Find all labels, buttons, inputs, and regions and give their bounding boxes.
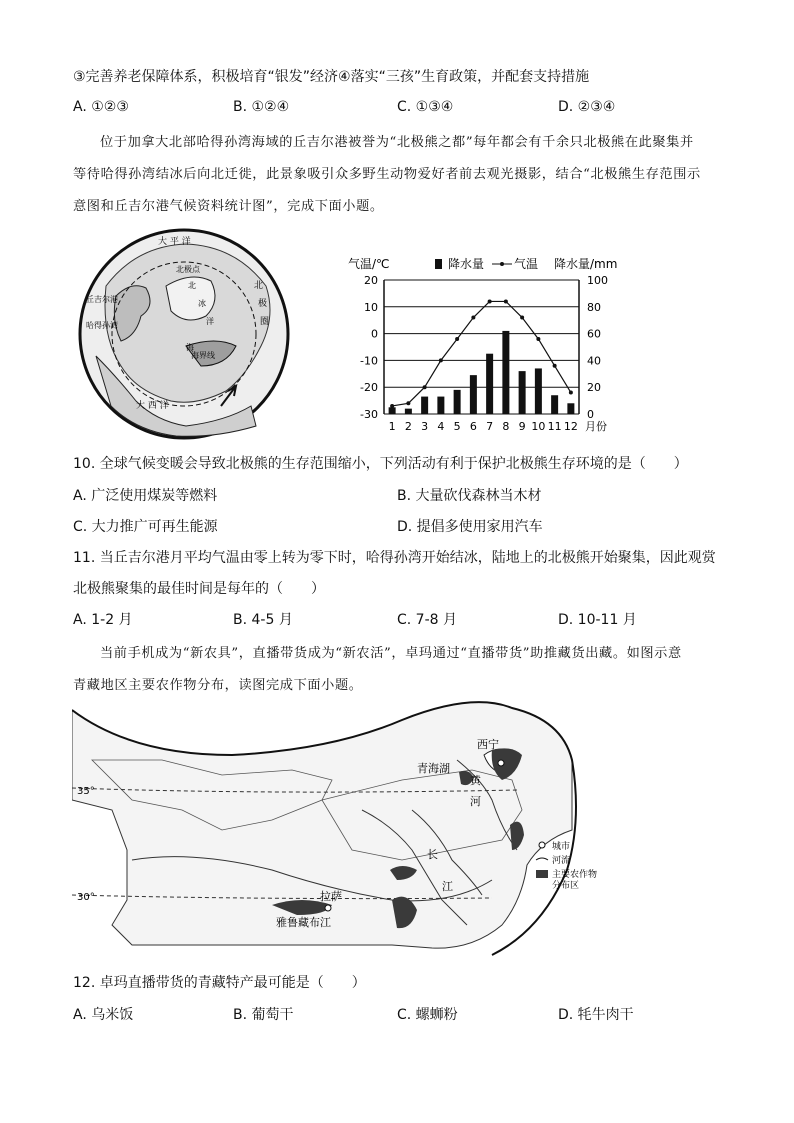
- legend-crop-label1: 主要农作物: [552, 870, 598, 880]
- precip-bar: [486, 354, 493, 414]
- q9-option-b[interactable]: B. ①②④: [233, 99, 290, 115]
- temp-point: [569, 391, 573, 395]
- month-label: 3: [421, 420, 429, 433]
- legend-city-icon: [539, 842, 545, 848]
- left-tick-label: 0: [371, 327, 378, 341]
- q12-option-a[interactable]: A. 乌米饭: [73, 1007, 134, 1023]
- passage2-line1: 当前手机成为“新农具”，直播带货成为“新农活”，卓玛通过“直播带货”助推藏货出藏。如图示意: [100, 646, 682, 661]
- left-tick-label: -20: [360, 381, 378, 395]
- month-label: 1: [388, 420, 396, 433]
- passage1-line3: 意图和丘吉尔港气候资料统计图”，完成下面小题。: [73, 199, 384, 214]
- month-label: 4: [437, 420, 445, 433]
- q9-statement-tail: ③完善养老保障体系，积极培育“银发”经济④落实“三孩”生育政策，并配套支持措施: [73, 69, 590, 85]
- month-label: 9: [518, 420, 526, 433]
- churchill-climate-chart: [344, 252, 634, 442]
- lat30-label: 30°: [77, 892, 95, 903]
- label-north: 北: [254, 281, 264, 291]
- xining-city-icon: [498, 760, 504, 766]
- temp-point: [455, 337, 459, 341]
- legend-river-label: 河流: [552, 856, 571, 866]
- month-label: 8: [502, 420, 510, 433]
- temp-point: [406, 401, 410, 405]
- month-label: 11: [547, 420, 562, 433]
- q10-option-b[interactable]: B. 大量砍伐森林当木材: [397, 488, 542, 504]
- xining-label: 西宁: [477, 738, 499, 751]
- temp-point: [536, 337, 540, 341]
- polar-bear-range-map: [76, 226, 292, 442]
- q12-option-c[interactable]: C. 螺蛳粉: [397, 1007, 458, 1023]
- label-arctic-yang: 洋: [206, 317, 214, 326]
- right-tick-label: 80: [587, 300, 601, 314]
- label-hudson: 哈得孙湾: [86, 321, 118, 330]
- x-axis-title: 月份: [585, 420, 607, 433]
- temp-point: [520, 316, 524, 320]
- legend-city-label: 城市: [552, 842, 571, 852]
- q12-option-d[interactable]: D. 牦牛肉干: [558, 1007, 634, 1023]
- month-label: 5: [453, 420, 461, 433]
- legend-temp-label: 气温: [514, 257, 539, 271]
- q12-option-b[interactable]: B. 葡萄干: [233, 1007, 294, 1023]
- q11-stem-line2: 北极熊聚集的最佳时间是每年的（ ）: [73, 581, 325, 597]
- legend-crop-swatch: [536, 870, 548, 878]
- precip-bar: [421, 397, 428, 414]
- right-tick-label: 0: [587, 408, 594, 421]
- chart-left-axis-title: 气温/℃: [348, 257, 390, 271]
- q11-option-d[interactable]: D. 10-11 月: [558, 612, 637, 628]
- q9-option-c[interactable]: C. ①③④: [397, 99, 454, 115]
- label-pacific: 大 平 洋: [158, 237, 191, 247]
- label-arctic-bing: 冰: [198, 299, 206, 308]
- q11-option-a[interactable]: A. 1-2 月: [73, 612, 133, 628]
- precip-bar: [502, 331, 509, 414]
- passage2-line2: 青藏地区主要农作物分布，读图完成下面小题。: [73, 678, 363, 693]
- label-atlantic: 大 西 洋: [136, 401, 169, 411]
- month-label: 7: [486, 420, 494, 433]
- label-churchill: 丘吉尔港: [86, 295, 118, 304]
- yarlung-label: 雅鲁藏布江: [276, 916, 331, 929]
- yangtze-jiang: 江: [442, 880, 453, 893]
- precip-bar: [567, 403, 574, 414]
- right-tick-label: 60: [587, 327, 601, 341]
- qinghai-tibet-crop-map: [72, 700, 622, 960]
- left-tick-label: 10: [364, 300, 378, 314]
- month-label: 10: [531, 420, 546, 433]
- left-tick-label: 20: [364, 274, 378, 287]
- precip-bar: [437, 397, 444, 414]
- precip-bar: [535, 368, 542, 414]
- temp-line: [392, 301, 571, 406]
- passage1-line1: 位于加拿大北部哈得孙湾海域的丘吉尔港被誉为“北极熊之都”每年都会有千余只北极熊在此聚集并: [100, 135, 694, 150]
- right-tick-label: 100: [587, 274, 608, 287]
- legend-precip-label: 降水量: [448, 257, 485, 271]
- label-north-pole: 北极点: [176, 265, 200, 274]
- label-circle: 圈: [260, 317, 270, 327]
- legend-precip-swatch: [435, 259, 442, 269]
- lhasa-label: 拉萨: [320, 890, 342, 903]
- temp-point: [423, 385, 427, 389]
- precip-bar: [551, 395, 558, 414]
- month-label: 6: [469, 420, 477, 433]
- q10-option-d[interactable]: D. 提倡多使用家用汽车: [397, 519, 543, 535]
- precip-bar: [405, 409, 412, 414]
- right-tick-label: 20: [587, 381, 601, 395]
- q11-option-c[interactable]: C. 7-8 月: [397, 612, 457, 628]
- label-hudson-area: 海界线: [191, 351, 215, 360]
- right-tick-label: 40: [587, 354, 601, 368]
- temp-point: [439, 358, 443, 362]
- q11-option-b[interactable]: B. 4-5 月: [233, 612, 293, 628]
- label-bay-seg: 海: [186, 343, 194, 352]
- precip-bar: [519, 371, 526, 414]
- qinghai-lake-label: 青海湖: [417, 762, 450, 775]
- yellow-river-he: 河: [470, 795, 481, 808]
- q12-stem: 12. 卓玛直播带货的青藏特产最可能是（ ）: [73, 975, 366, 991]
- temp-point: [390, 404, 394, 408]
- lat35-label: 35°: [77, 786, 95, 797]
- month-label: 12: [563, 420, 578, 433]
- left-tick-label: -10: [360, 354, 378, 368]
- chart-right-axis-title: 降水量/mm: [554, 257, 618, 271]
- q9-option-a[interactable]: A. ①②③: [73, 99, 129, 115]
- yangtze-chang: 长: [427, 848, 438, 861]
- q11-stem-line1: 11. 当丘吉尔港月平均气温由零上转为零下时，哈得孙湾开始结冰，陆地上的北极熊开始聚集，因此观赏: [73, 550, 716, 566]
- lhasa-city-icon: [325, 905, 331, 911]
- label-arctic-bei: 北: [188, 281, 196, 290]
- label-ji: 极: [258, 299, 268, 309]
- month-label: 2: [404, 420, 412, 433]
- temp-point: [553, 364, 557, 368]
- temp-point: [504, 299, 508, 303]
- q10-stem: 10. 全球气候变暖会导致北极熊的生存范围缩小，下列活动有利于保护北极熊生存环境的是（ ）: [73, 456, 688, 472]
- yellow-river-huang: 黄: [470, 774, 481, 787]
- left-tick-label: -30: [360, 408, 378, 421]
- q9-option-d[interactable]: D. ②③④: [558, 99, 616, 115]
- q10-option-c[interactable]: C. 大力推广可再生能源: [73, 519, 218, 535]
- temp-point: [488, 299, 492, 303]
- precip-bar: [470, 375, 477, 414]
- legend-crop-label2: 分布区: [552, 881, 580, 891]
- q10-option-a[interactable]: A. 广泛使用煤炭等燃料: [73, 488, 218, 504]
- temp-point: [471, 316, 475, 320]
- passage1-line2: 等待哈得孙湾结冰后向北迁徙，此景象吸引众多野生动物爱好者前去观光摄影，结合“北极熊生存范围示: [73, 167, 701, 182]
- precip-bar: [389, 407, 396, 414]
- precip-bar: [454, 390, 461, 414]
- legend-temp-marker: [500, 262, 504, 266]
